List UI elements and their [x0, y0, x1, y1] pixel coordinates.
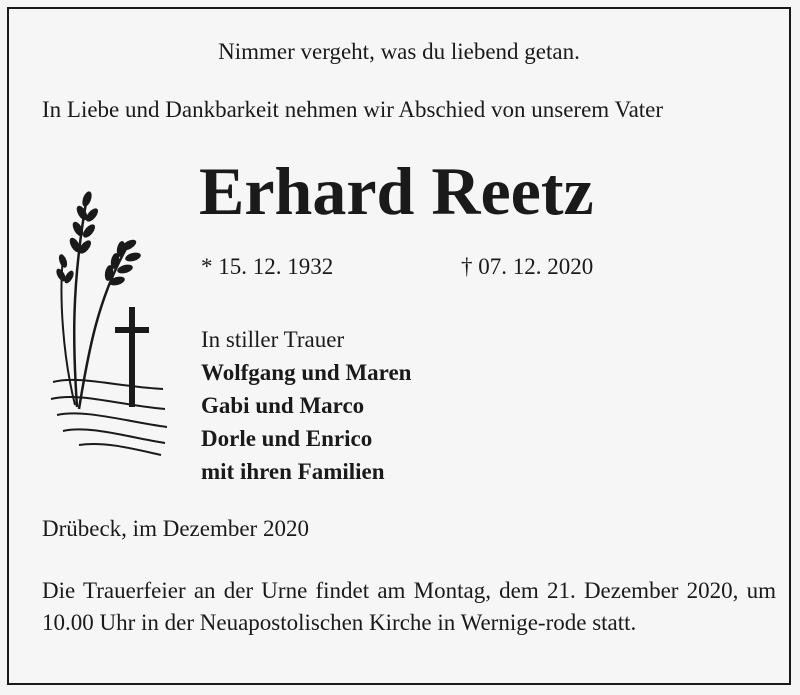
- deceased-name: Erhard Reetz: [199, 153, 594, 229]
- mourner-line: Dorle und Enrico: [201, 426, 373, 451]
- service-info: Die Trauerfeier an der Urne findet am Montag, dem 21. Dezember 2020, um 10.00 Uhr in der Neuapostolischen Kirche in Wernige-rode statt.: [42, 578, 776, 635]
- wheat-cross-icon: [49, 177, 169, 457]
- intro-text: In Liebe und Dankbarkeit nehmen wir Abschied von unserem Vater: [42, 97, 664, 122]
- death-date: † 07. 12. 2020: [461, 254, 594, 279]
- mourners-block: [201, 323, 411, 488]
- birth-date: * 15. 12. 1932: [201, 254, 334, 279]
- mourner-line: Wolfgang und Maren: [201, 360, 412, 385]
- mourning-intro: In stiller Trauer: [201, 327, 345, 352]
- motto: Nimmer vergeht, was du liebend getan.: [218, 39, 580, 64]
- mourner-line: mit ihren Familien: [201, 459, 385, 484]
- obituary-notice: [7, 7, 791, 685]
- place-date: Drübeck, im Dezember 2020: [42, 516, 309, 541]
- mourner-line: Gabi und Marco: [201, 393, 365, 418]
